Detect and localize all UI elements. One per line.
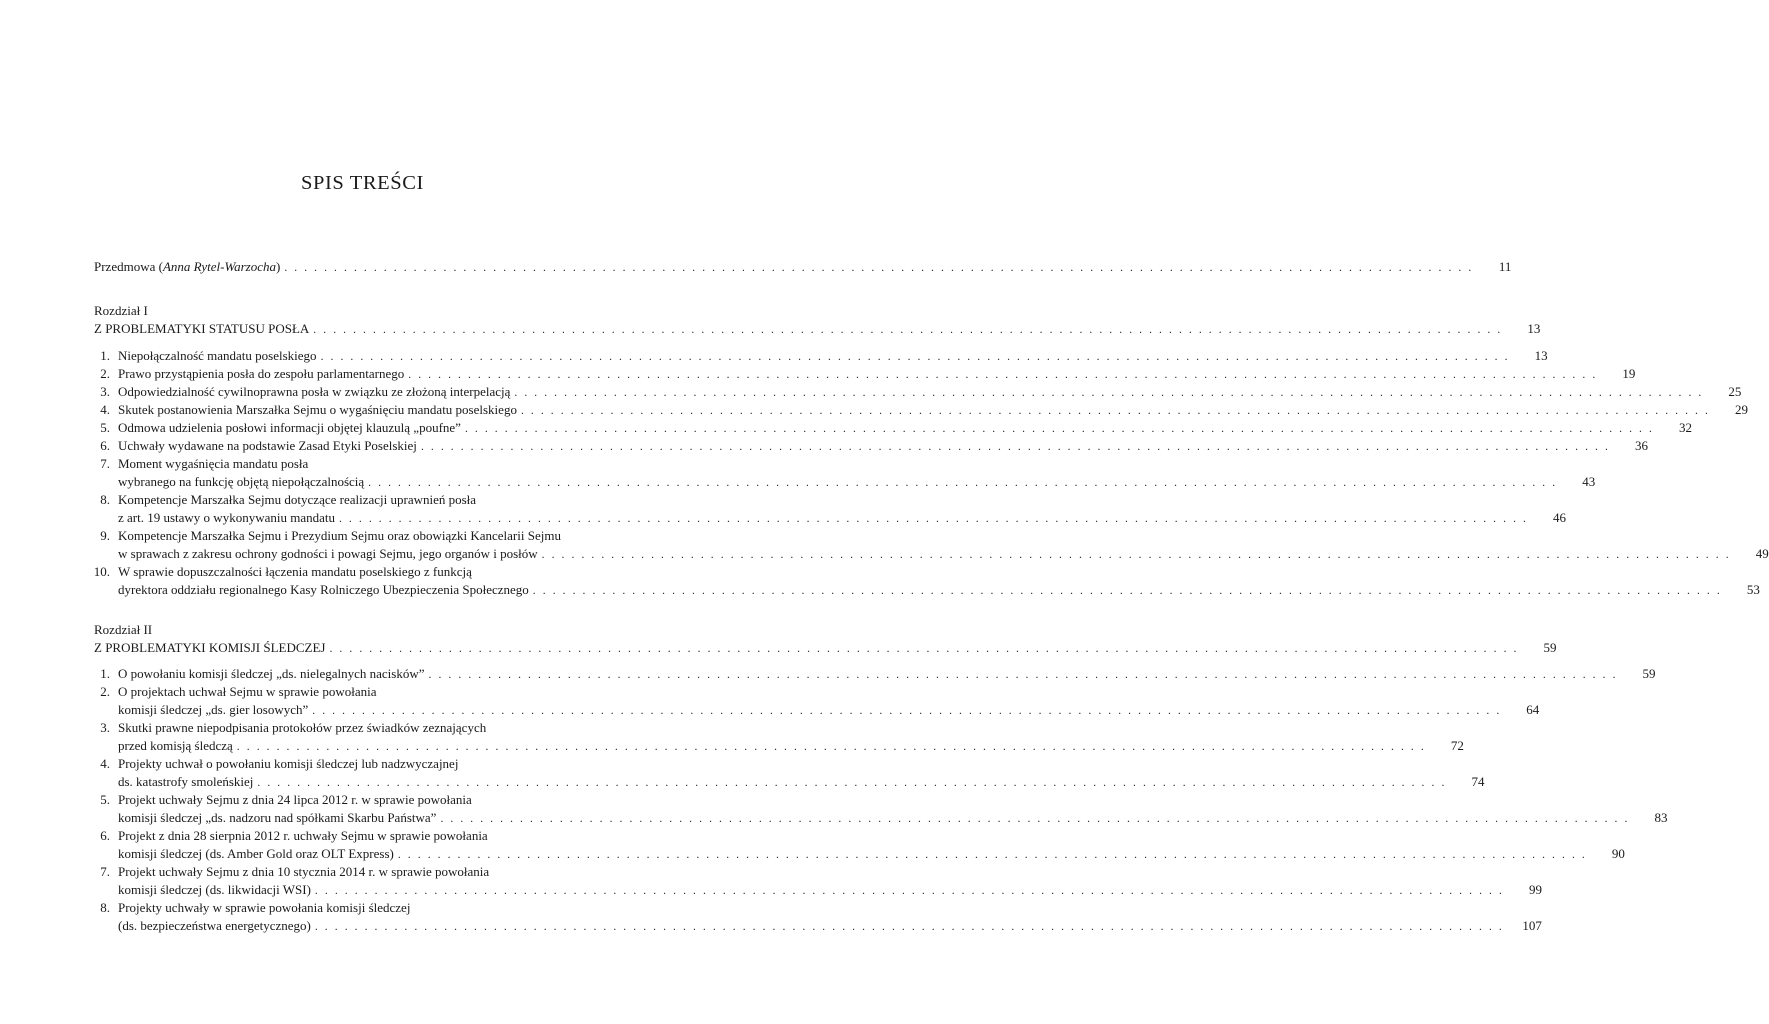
toc-entry-line bbox=[0, 509, 1567, 527]
toc-entry-line bbox=[0, 881, 1542, 899]
leader-dots: . . . . . . . . . . . . . . . . . . . . . . . . . . . . . . . . . . . . . . . . . . . . . . . . . . . . . . . . . . . . . . . . . . . . . . . . . . . . . . . . . . . . . . . . . . . . . . . . . . . . . . . . . . . . . . . . . . . . . . . . bbox=[408, 369, 1598, 381]
toc-entry-line bbox=[0, 437, 1648, 455]
toc-entry-line bbox=[0, 917, 1542, 935]
entry-title: Projekty uchwały w sprawie powołania komisji śledczej bbox=[118, 900, 411, 915]
entry-number: 5. bbox=[100, 792, 110, 807]
entry-title: O projektach uchwał Sejmu w sprawie powołania bbox=[118, 684, 377, 699]
leader-dots: . . . . . . . . . . . . . . . . . . . . . . . . . . . . . . . . . . . . . . . . . . . . . . . . . . . . . . . . . . . . . . . . . . . . . . . . . . . . . . . . . . . . . . . . . . . . . . . . . . . . . . . . . . . . . . . . . . . . . . . . bbox=[313, 324, 1503, 336]
toc-entry-line bbox=[0, 527, 725, 545]
leader-line bbox=[118, 665, 1656, 684]
entry-text: z art. 19 ustawy o wykonywaniu mandatu bbox=[118, 510, 335, 525]
entry-title bbox=[118, 581, 529, 599]
page-number: 83 bbox=[1654, 810, 1668, 825]
leader-dots: . . . . . . . . . . . . . . . . . . . . . . . . . . . . . . . . . . . . . . . . . . . . . . . . . . . . . . . . . . . . . . . . . . . . . . . . . . . . . . . . . . . . . . . . . . . . . . . . . . . . . . . . . . . . . . . . . . . . . . . . bbox=[532, 585, 1722, 597]
page-number: 19 bbox=[1622, 366, 1636, 381]
leader-line bbox=[118, 365, 1636, 384]
leader-dots: . . . . . . . . . . . . . . . . . . . . . . . . . . . . . . . . . . . . . . . . . . . . . . . . . . . . . . . . . . . . . . . . . . . . . . . . . . . . . . . . . . . . . . . . . . . . . . . . . . . . . . . . . . . . . . . . . . . . . . . . bbox=[428, 669, 1618, 681]
entry-text: (ds. bezpieczeństwa energetycznego) bbox=[118, 918, 311, 933]
toc-entry-line bbox=[0, 701, 1540, 719]
toc-entry-line bbox=[0, 473, 1596, 491]
entry-number: 1. bbox=[100, 666, 110, 681]
foreword-entry bbox=[0, 258, 1512, 276]
page-title: SPIS TREŚCI bbox=[300, 172, 424, 194]
entry-number: 2. bbox=[100, 684, 110, 699]
entry-number: 7. bbox=[100, 864, 110, 879]
entry-title bbox=[118, 401, 517, 419]
toc-entry-line bbox=[0, 401, 1748, 419]
leader-line bbox=[94, 320, 1541, 339]
entry-title: Moment wygaśnięcia mandatu posła bbox=[118, 456, 309, 471]
leader-line bbox=[118, 347, 1548, 366]
entry-text: Prawo przystąpienia posła do zespołu parlamentarnego bbox=[118, 366, 405, 381]
entry-title bbox=[118, 917, 311, 935]
entry-title bbox=[118, 437, 417, 455]
entry-text: Uchwały wydawane na podstawie Zasad Etyki Poselskiej bbox=[118, 438, 417, 453]
entry-text: Odpowiedzialność cywilnoprawna posła w związku ze złożoną interpelacją bbox=[118, 384, 511, 399]
toc-entry-line bbox=[0, 809, 1668, 827]
toc-entry-line bbox=[0, 719, 725, 737]
leader-dots: . . . . . . . . . . . . . . . . . . . . . . . . . . . . . . . . . . . . . . . . . . . . . . . . . . . . . . . . . . . . . . . . . . . . . . . . . . . . . . . . . . . . . . . . . . . . . . . . . . . . . . . . . . . . . . . . . . . . . . . . bbox=[464, 423, 1654, 435]
entry-text: komisji śledczej „ds. nadzoru nad spółkami Skarbu Państwa” bbox=[118, 810, 437, 825]
entry-title bbox=[118, 509, 335, 527]
entry-number: 1. bbox=[100, 348, 110, 363]
entry-title: Kompetencje Marszałka Sejmu i Prezydium Sejmu oraz obowiązki Kancelarii Sejmu bbox=[118, 528, 561, 543]
toc-entry-line bbox=[0, 581, 1760, 599]
page-number: 99 bbox=[1528, 882, 1542, 897]
page-number: 25 bbox=[1728, 384, 1742, 399]
toc-entry-line bbox=[0, 365, 1636, 383]
entry-text: w sprawach z zakresu ochrony godności i powagi Sejmu, jego organów i posłów bbox=[118, 546, 538, 561]
leader-line bbox=[118, 773, 1485, 792]
page-number: 74 bbox=[1471, 774, 1485, 789]
entry-title: Skutki prawne niepodpisania protokołów przez świadków zeznających bbox=[118, 720, 487, 735]
entry-title: Rozdział II bbox=[94, 622, 153, 637]
toc-entry-line bbox=[0, 455, 725, 473]
entry-number: 4. bbox=[100, 402, 110, 417]
entry-text: komisji śledczej „ds. gier losowych” bbox=[118, 702, 309, 717]
page-number: 72 bbox=[1450, 738, 1464, 753]
entry-text: Niepołączalność mandatu poselskiego bbox=[118, 348, 317, 363]
entry-title bbox=[118, 737, 233, 755]
entry-number: 8. bbox=[100, 492, 110, 507]
toc-entry-line bbox=[0, 563, 725, 581]
toc-entry-line bbox=[0, 545, 1769, 563]
entry-title bbox=[118, 809, 436, 827]
leader-dots: . . . . . . . . . . . . . . . . . . . . . . . . . . . . . . . . . . . . . . . . . . . . . . . . . . . . . . . . . . . . . . . . . . . . . . . . . . . . . . . . . . . . . . . . . . . . . . . . . . . . . . . . . . . . . . . . . . . . . . . . bbox=[314, 885, 1504, 897]
toc-entry-line bbox=[0, 683, 725, 701]
entry-title: W sprawie dopuszczalności łączenia mandatu poselskiego z funkcją bbox=[118, 564, 472, 579]
entry-title: Rozdział I bbox=[94, 303, 148, 318]
entry-title bbox=[94, 639, 325, 657]
leader-line bbox=[118, 737, 1464, 756]
leader-dots: . . . . . . . . . . . . . . . . . . . . . . . . . . . . . . . . . . . . . . . . . . . . . . . . . . . . . . . . . . . . . . . . . . . . . . . . . . . . . . . . . . . . . . . . . . . . . . . . . . . . . . . . . . . . . . . . . . . . . . . . bbox=[440, 813, 1630, 825]
foreword-prefix: Przedmowa ( bbox=[94, 259, 163, 274]
leader-dots: . . . . . . . . . . . . . . . . . . . . . . . . . . . . . . . . . . . . . . . . . . . . . . . . . . . . . . . . . . . . . . . . . . . . . . . . . . . . . . . . . . . . . . . . . . . . . . . . . . . . . . . . . . . . . . . . . . . . . . . . bbox=[284, 262, 1474, 274]
entry-title: Projekt uchwały Sejmu z dnia 24 lipca 2012 r. w sprawie powołania bbox=[118, 792, 472, 807]
page-number: 53 bbox=[1746, 582, 1760, 597]
page-number: 43 bbox=[1582, 474, 1596, 489]
leader-line bbox=[118, 701, 1540, 720]
leader-dots: . . . . . . . . . . . . . . . . . . . . . . . . . . . . . . . . . . . . . . . . . . . . . . . . . . . . . . . . . . . . . . . . . . . . . . . . . . . . . . . . . . . . . . . . . . . . . . . . . . . . . . . . . . . . . . . . . . . . . . . . bbox=[520, 405, 1710, 417]
entry-number: 4. bbox=[100, 756, 110, 771]
entry-title bbox=[118, 383, 510, 401]
entry-text: wybranego na funkcję objętą niepołączalnością bbox=[118, 474, 365, 489]
chapter-heading: Z PROBLEMATYKI STATUSU POSŁA bbox=[94, 321, 310, 336]
leader-line bbox=[118, 509, 1567, 528]
entry-title bbox=[94, 258, 280, 276]
leader-dots: . . . . . . . . . . . . . . . . . . . . . . . . . . . . . . . . . . . . . . . . . . . . . . . . . . . . . . . . . . . . . . . . . . . . . . . . . . . . . . . . . . . . . . . . . . . . . . . . . . . . . . . . . . . . . . . . . . . . . . . . bbox=[257, 777, 1447, 789]
entry-text: przed komisją śledczą bbox=[118, 738, 233, 753]
leader-line bbox=[118, 881, 1542, 900]
entry-title bbox=[118, 845, 394, 863]
toc-entry-line bbox=[0, 791, 725, 809]
page-number: 49 bbox=[1755, 546, 1769, 561]
page-number: 59 bbox=[1642, 666, 1656, 681]
entry-text: O powołaniu komisji śledczej „ds. nielegalnych nacisków” bbox=[118, 666, 425, 681]
page-number: 11 bbox=[1498, 259, 1512, 274]
page-number: 46 bbox=[1553, 510, 1567, 525]
page-number: 59 bbox=[1543, 640, 1557, 655]
chapter-label bbox=[0, 621, 725, 639]
entry-text: komisji śledczej (ds. Amber Gold oraz OLT Express) bbox=[118, 846, 394, 861]
leader-dots: . . . . . . . . . . . . . . . . . . . . . . . . . . . . . . . . . . . . . . . . . . . . . . . . . . . . . . . . . . . . . . . . . . . . . . . . . . . . . . . . . . . . . . . . . . . . . . . . . . . . . . . . . . . . . . . . . . . . . . . . bbox=[236, 741, 1426, 753]
chapter-heading: Z PROBLEMATYKI KOMISJI ŚLEDCZEJ bbox=[94, 640, 326, 655]
entry-title: Kompetencje Marszałka Sejmu dotyczące realizacji uprawnień posła bbox=[118, 492, 477, 507]
leader-line bbox=[118, 917, 1542, 936]
entry-text: komisji śledczej (ds. likwidacji WSI) bbox=[118, 882, 311, 897]
page-number: 13 bbox=[1534, 348, 1548, 363]
toc-entry-line bbox=[0, 899, 725, 917]
leader-line bbox=[118, 581, 1760, 600]
foreword-suffix: ) bbox=[275, 259, 281, 274]
entry-text: Odmowa udzielenia posłowi informacji objętej klauzulą „poufne” bbox=[118, 420, 461, 435]
page-number: 32 bbox=[1678, 420, 1692, 435]
toc-entry-line bbox=[0, 665, 1656, 683]
toc-entry-line bbox=[0, 737, 1464, 755]
leader-dots: . . . . . . . . . . . . . . . . . . . . . . . . . . . . . . . . . . . . . . . . . . . . . . . . . . . . . . . . . . . . . . . . . . . . . . . . . . . . . . . . . . . . . . . . . . . . . . . . . . . . . . . . . . . . . . . . . . . . . . . . bbox=[338, 513, 1529, 525]
entry-title: Projekt uchwały Sejmu z dnia 10 stycznia 2014 r. w sprawie powołania bbox=[118, 864, 490, 879]
toc-entry-line bbox=[0, 863, 725, 881]
chapter-heading-line bbox=[0, 639, 1557, 657]
leader-line bbox=[94, 639, 1557, 658]
toc-entry-line bbox=[0, 491, 725, 509]
entry-title bbox=[118, 773, 253, 791]
entry-text: dyrektora oddziału regionalnego Kasy Rolniczego Ubezpieczenia Społecznego bbox=[118, 582, 529, 597]
entry-title bbox=[118, 347, 317, 365]
entry-number: 3. bbox=[100, 384, 110, 399]
leader-line bbox=[118, 809, 1668, 828]
leader-dots: . . . . . . . . . . . . . . . . . . . . . . . . . . . . . . . . . . . . . . . . . . . . . . . . . . . . . . . . . . . . . . . . . . . . . . . . . . . . . . . . . . . . . . . . . . . . . . . . . . . . . . . . . . . . . . . . . . . . . . . . bbox=[397, 849, 1587, 861]
entry-title bbox=[118, 701, 308, 719]
entry-title bbox=[118, 365, 404, 383]
page-number: 90 bbox=[1611, 846, 1625, 861]
entry-title bbox=[118, 881, 311, 899]
toc-entry-line bbox=[0, 755, 725, 773]
leader-dots: . . . . . . . . . . . . . . . . . . . . . . . . . . . . . . . . . . . . . . . . . . . . . . . . . . . . . . . . . . . . . . . . . . . . . . . . . . . . . . . . . . . . . . . . . . . . . . . . . . . . . . . . . . . . . . . . . . . . . . . . bbox=[541, 549, 1731, 561]
entry-number: 3. bbox=[100, 720, 110, 735]
page-number: 107 bbox=[1522, 918, 1542, 933]
toc-entry-line bbox=[0, 347, 1548, 365]
foreword-author: Anna Rytel-Warzocha bbox=[162, 259, 276, 274]
toc-entry-line bbox=[0, 827, 725, 845]
toc-entry-line bbox=[0, 773, 1485, 791]
entry-number: 9. bbox=[100, 528, 110, 543]
toc-entry-line bbox=[0, 383, 1742, 401]
entry-number: 10. bbox=[93, 564, 110, 579]
leader-dots: . . . . . . . . . . . . . . . . . . . . . . . . . . . . . . . . . . . . . . . . . . . . . . . . . . . . . . . . . . . . . . . . . . . . . . . . . . . . . . . . . . . . . . . . . . . . . . . . . . . . . . . . . . . . . . . . . . . . . . . . bbox=[420, 441, 1610, 453]
leader-line bbox=[118, 437, 1648, 456]
leader-dots: . . . . . . . . . . . . . . . . . . . . . . . . . . . . . . . . . . . . . . . . . . . . . . . . . . . . . . . . . . . . . . . . . . . . . . . . . . . . . . . . . . . . . . . . . . . . . . . . . . . . . . . . . . . . . . . . . . . . . . . . bbox=[514, 387, 1704, 399]
leader-line bbox=[94, 258, 1512, 277]
entry-title bbox=[118, 665, 425, 683]
entry-number: 5. bbox=[100, 420, 110, 435]
chapter-heading-line bbox=[0, 320, 1541, 338]
page-number: 13 bbox=[1527, 321, 1541, 336]
entry-title: Projekt z dnia 28 sierpnia 2012 r. uchwały Sejmu w sprawie powołania bbox=[118, 828, 488, 843]
leader-dots: . . . . . . . . . . . . . . . . . . . . . . . . . . . . . . . . . . . . . . . . . . . . . . . . . . . . . . . . . . . . . . . . . . . . . . . . . . . . . . . . . . . . . . . . . . . . . . . . . . . . . . . . . . . . . . . . . . . . . . . . bbox=[312, 705, 1502, 717]
entry-title bbox=[118, 419, 461, 437]
leader-line bbox=[118, 545, 1769, 564]
page-number: 36 bbox=[1634, 438, 1648, 453]
leader-dots: . . . . . . . . . . . . . . . . . . . . . . . . . . . . . . . . . . . . . . . . . . . . . . . . . . . . . . . . . . . . . . . . . . . . . . . . . . . . . . . . . . . . . . . . . . . . . . . . . . . . . . . . . . . . . . . . . . . . . . . . bbox=[320, 351, 1510, 363]
leader-dots: . . . . . . . . . . . . . . . . . . . . . . . . . . . . . . . . . . . . . . . . . . . . . . . . . . . . . . . . . . . . . . . . . . . . . . . . . . . . . . . . . . . . . . . . . . . . . . . . . . . . . . . . . . . . . . . . . . . . . . . . bbox=[314, 921, 1504, 933]
leader-line bbox=[118, 383, 1742, 402]
leader-dots: . . . . . . . . . . . . . . . . . . . . . . . . . . . . . . . . . . . . . . . . . . . . . . . . . . . . . . . . . . . . . . . . . . . . . . . . . . . . . . . . . . . . . . . . . . . . . . . . . . . . . . . . . . . . . . . . . . . . . . . . bbox=[368, 477, 1558, 489]
leader-line bbox=[118, 419, 1692, 438]
entry-text: Skutek postanowienia Marszałka Sejmu o wygaśnięciu mandatu poselskiego bbox=[118, 402, 517, 417]
leader-line bbox=[118, 473, 1596, 492]
toc-entry-line bbox=[0, 419, 1692, 437]
chapter-label bbox=[0, 302, 725, 320]
entry-number: 6. bbox=[100, 828, 110, 843]
leader-line bbox=[118, 401, 1748, 420]
entry-title bbox=[94, 320, 309, 338]
entry-title bbox=[118, 545, 538, 563]
page-number: 64 bbox=[1526, 702, 1540, 717]
entry-title bbox=[118, 473, 364, 491]
entry-number: 7. bbox=[100, 456, 110, 471]
entry-text: ds. katastrofy smoleńskiej bbox=[118, 774, 254, 789]
entry-number: 6. bbox=[100, 438, 110, 453]
leader-dots: . . . . . . . . . . . . . . . . . . . . . . . . . . . . . . . . . . . . . . . . . . . . . . . . . . . . . . . . . . . . . . . . . . . . . . . . . . . . . . . . . . . . . . . . . . . . . . . . . . . . . . . . . . . . . . . . . . . . . . . . bbox=[329, 643, 1519, 655]
entry-number: 2. bbox=[100, 366, 110, 381]
entry-title: Projekty uchwał o powołaniu komisji śledczej lub nadzwyczajnej bbox=[118, 756, 459, 771]
entry-number: 8. bbox=[100, 900, 110, 915]
page-number: 29 bbox=[1734, 402, 1748, 417]
leader-line bbox=[118, 845, 1625, 864]
toc-entry-line bbox=[0, 845, 1625, 863]
